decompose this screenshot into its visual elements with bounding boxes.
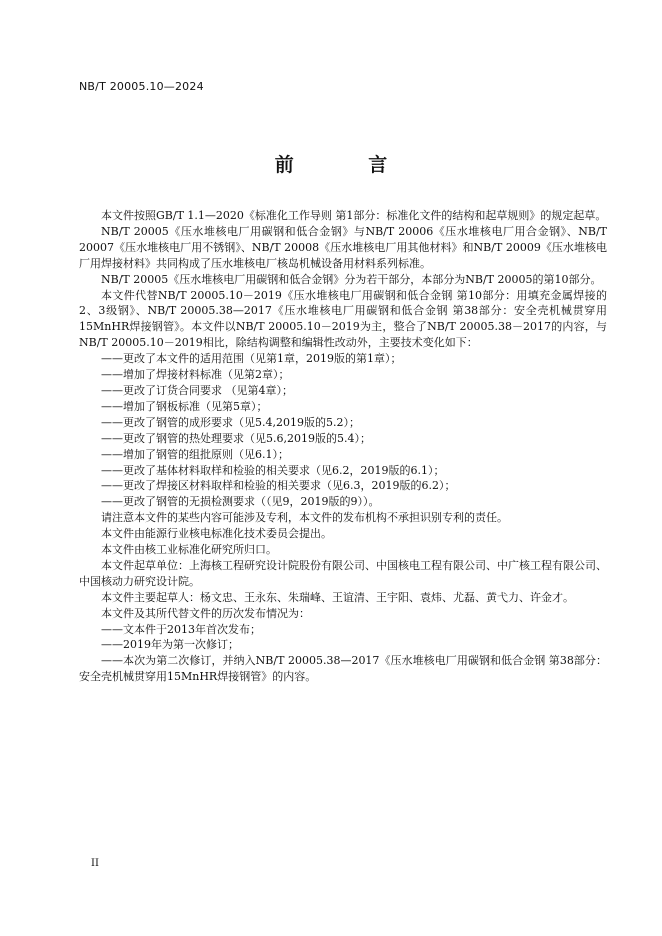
page-number: II <box>91 858 99 869</box>
paragraph-replacement: 本文件代替NB/T 20005.10－2019《压水堆核电厂用碳钢和低合金钢 第10部分：用填充金属焊接的2、3级钢》、NB/T 20005.38—2017《压水堆核电厂用碳钢和低合金钢 第38部分：安全壳机械贯穿用15MnHR焊接钢管》。本文件以NB/T 20005.10－2019为主，整合了NB/T 20005.38－2017的内容，与NB/T 20005.10－2019相比，除结构调整和编辑性改动外，主要技术变化如下： <box>79 288 607 350</box>
paragraph-proposer: 本文件由能源行业核电标准化技术委员会提出。 <box>101 527 332 541</box>
change-item: ——更改了钢管的无损检测要求（（见9，2019版的9））。 <box>101 495 380 509</box>
paragraph-series-standards: NB/T 20005《压水堆核电厂用碳钢和低合金钢》与NB/T 20006《压水堆核电厂用合金钢》、NB/T 20007《压水堆核电厂用不锈钢》、NB/T 20008《压水堆核电厂用其他材料》和NB/T 20009《压水堆核电厂用焊接材料》共同构成了压水堆核电厂核岛机械设备用材料系列标准。 <box>79 224 607 270</box>
paragraph-drafting-rules: 本文件按照GB/T 1.1—2020《标准化工作导则 第1部分：标准化文件的结构和起草规则》的规定起草。 <box>101 209 607 222</box>
history-item: ——文本件于2013年首次发布； <box>101 622 261 636</box>
document-body <box>79 208 607 685</box>
paragraph-part-info: NB/T 20005《压水堆核电厂用碳钢和低合金钢》分为若干部分，本部分为NB/T 20005的第10部分。 <box>101 272 602 286</box>
change-item: ——更改了基体材料取样和检验的相关要求（见6.2，2019版的6.1）； <box>101 463 445 477</box>
paragraph-responsible-body: 本文件由核工业标准化研究所归口。 <box>101 543 277 557</box>
history-item: ——本次为第二次修订，并纳入NB/T 20005.38—2017《压水堆核电厂用碳钢和低合金钢 第38部分：安全壳机械贯穿用15MnHR焊接钢管》的内容。 <box>79 654 607 684</box>
change-item: ——更改了钢管的热处理要求（见5.6,2019版的5.4）； <box>101 431 371 445</box>
paragraph-drafting-units: 本文件起草单位：上海核工程研究设计院股份有限公司、中国核电工程有限公司、中广核工程有限公司、中国核动力研究设计院。 <box>79 558 607 588</box>
paragraph-history-intro: 本文件及其所代替文件的历次发布情况为： <box>101 606 310 620</box>
paragraph-patent-notice: 请注意本文件的某些内容可能涉及专利，本文件的发布机构不承担识别专利的责任。 <box>101 511 508 525</box>
paragraph-drafters: 本文件主要起草人：杨文忠、王永东、朱瑞峰、王谊清、王宇阳、袁炜、尤磊、黄弋力、许金才。 <box>101 590 574 604</box>
history-item: ——2019年为第一次修订； <box>101 638 239 652</box>
change-item: ——更改了本文件的适用范围（见第1章，2019版的第1章）； <box>101 352 402 366</box>
page-title: 前 言 <box>274 154 422 176</box>
change-item: ——更改了订货合同要求 （见第4章）； <box>101 383 293 397</box>
change-item: ——更改了焊接区材料取样和检验的相关要求（见6.3，2019版的6.2）； <box>101 479 456 493</box>
change-item: ——增加了钢管的组批原则（见6.1）； <box>101 447 289 461</box>
change-item: ——更改了钢管的成形要求（见5.4,2019版的5.2）； <box>101 415 360 429</box>
change-item: ——增加了焊接材料标准（见第2章）； <box>101 368 290 382</box>
change-item: ——增加了钢板标准（见第5章）； <box>101 399 268 413</box>
document-code-header: NB/T 20005.10—2024 <box>79 80 204 93</box>
